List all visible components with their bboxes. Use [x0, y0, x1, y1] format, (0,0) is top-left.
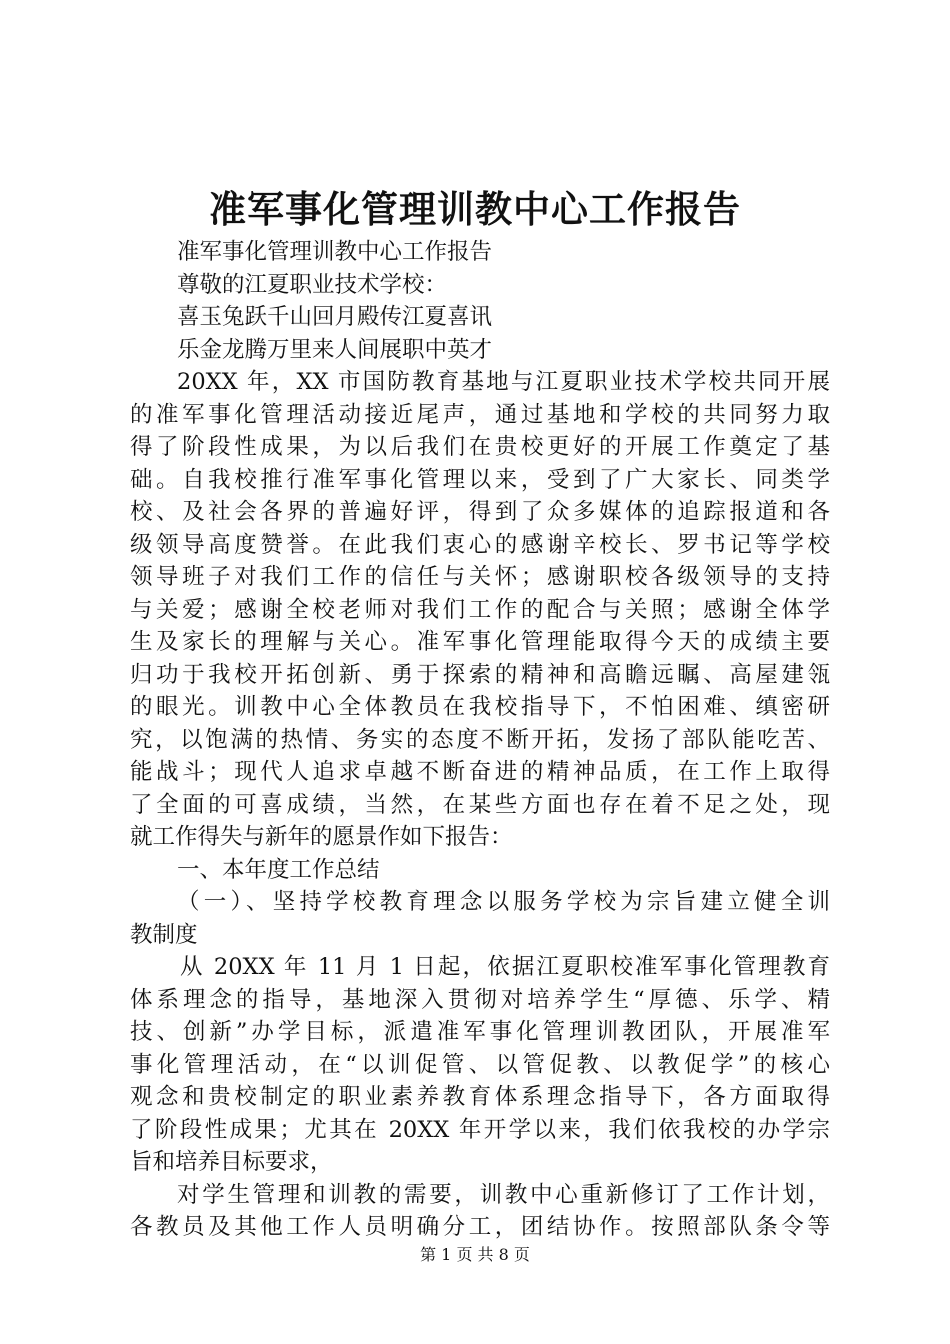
document-title: 准军事化管理训教中心工作报告 — [209, 187, 741, 231]
document-body — [130, 236, 830, 1244]
text-line: 技、创新”办学目标，派遣准军事化管理训教团队，开展准军 — [130, 1019, 830, 1045]
text-line: 究，以饱满的热情、务实的态度不断开拓，发扬了部队能吃苦、 — [130, 726, 830, 753]
text-line: 从 20XX 年 11 月 1 日起，依据江夏职校准军事化管理教育 — [180, 954, 830, 980]
text-line: 归功于我校开拓创新、勇于探索的精神和高瞻远瞩、高屋建瓴 — [130, 661, 830, 688]
text-line: 就工作得失与新年的愿景作如下报告： — [130, 824, 513, 850]
text-line: 乐金龙腾万里来人间展职中英才 — [177, 336, 493, 363]
text-line: 了全面的可喜成绩，当然，在某些方面也存在着不足之处，现 — [130, 791, 830, 818]
text-line: 础。自我校推行准军事化管理以来，受到了广大家长、同类学 — [130, 466, 830, 493]
text-line: 体系理念的指导，基地深入贯彻对培养学生“厚德、乐学、精 — [130, 986, 830, 1013]
text-line: 对学生管理和训教的需要，训教中心重新修订了工作计划， — [177, 1181, 830, 1208]
text-line: 旨和培养目标要求， — [130, 1149, 333, 1175]
text-line: 准军事化管理训教中心工作报告 — [177, 239, 493, 265]
text-line: 的眼光。训教中心全体教员在我校指导下，不怕困难、缜密研 — [130, 694, 830, 720]
text-line: 校、及社会各界的普遍好评，得到了众多媒体的追踪报道和各 — [130, 499, 830, 525]
text-line: 尊敬的江夏职业技术学校： — [177, 271, 448, 298]
text-line: 了阶段性成果；尤其在 20XX 年开学以来，我们依我校的办学宗 — [130, 1116, 830, 1143]
text-line: 领导班子对我们工作的信任与关怀；感谢职校各级领导的支持 — [130, 564, 830, 590]
text-line: 各教员及其他工作人员明确分工，团结协作。按照部队条令等 — [130, 1214, 830, 1240]
text-line: 20XX 年，XX 市国防教育基地与江夏职业技术学校共同开展 — [177, 369, 830, 395]
section-heading: 一、本年度工作总结 — [177, 856, 380, 883]
text-line: 的准军事化管理活动接近尾声，通过基地和学校的共同努力取 — [130, 401, 830, 428]
text-line: 与关爱；感谢全校老师对我们工作的配合与关照；感谢全体学 — [130, 596, 830, 623]
text-line: 事化管理活动，在“以训促管、以管促教、以教促学”的核心 — [130, 1051, 830, 1078]
text-line: 能战斗；现代人追求卓越不断奋进的精神品质，在工作上取得 — [130, 759, 830, 785]
text-line: 生及家长的理解与关心。准军事化管理能取得今天的成绩主要 — [130, 629, 830, 655]
text-line: 喜玉兔跃千山回月殿传江夏喜讯 — [177, 304, 493, 330]
text-line: 得了阶段性成果，为以后我们在贵校更好的开展工作奠定了基 — [130, 434, 830, 460]
subsection-heading: （一）、坚持学校教育理念以服务学校为宗旨建立健全训 — [177, 889, 830, 915]
text-line: 级领导高度赞誉。在此我们衷心的感谢辛校长、罗书记等学校 — [130, 531, 830, 558]
text-line: 观念和贵校制定的职业素养教育体系理念指导下，各方面取得 — [130, 1084, 830, 1110]
subsection-heading-cont: 教制度 — [130, 921, 198, 948]
page-footer: 第 1 页 共 8 页 — [420, 1245, 530, 1264]
